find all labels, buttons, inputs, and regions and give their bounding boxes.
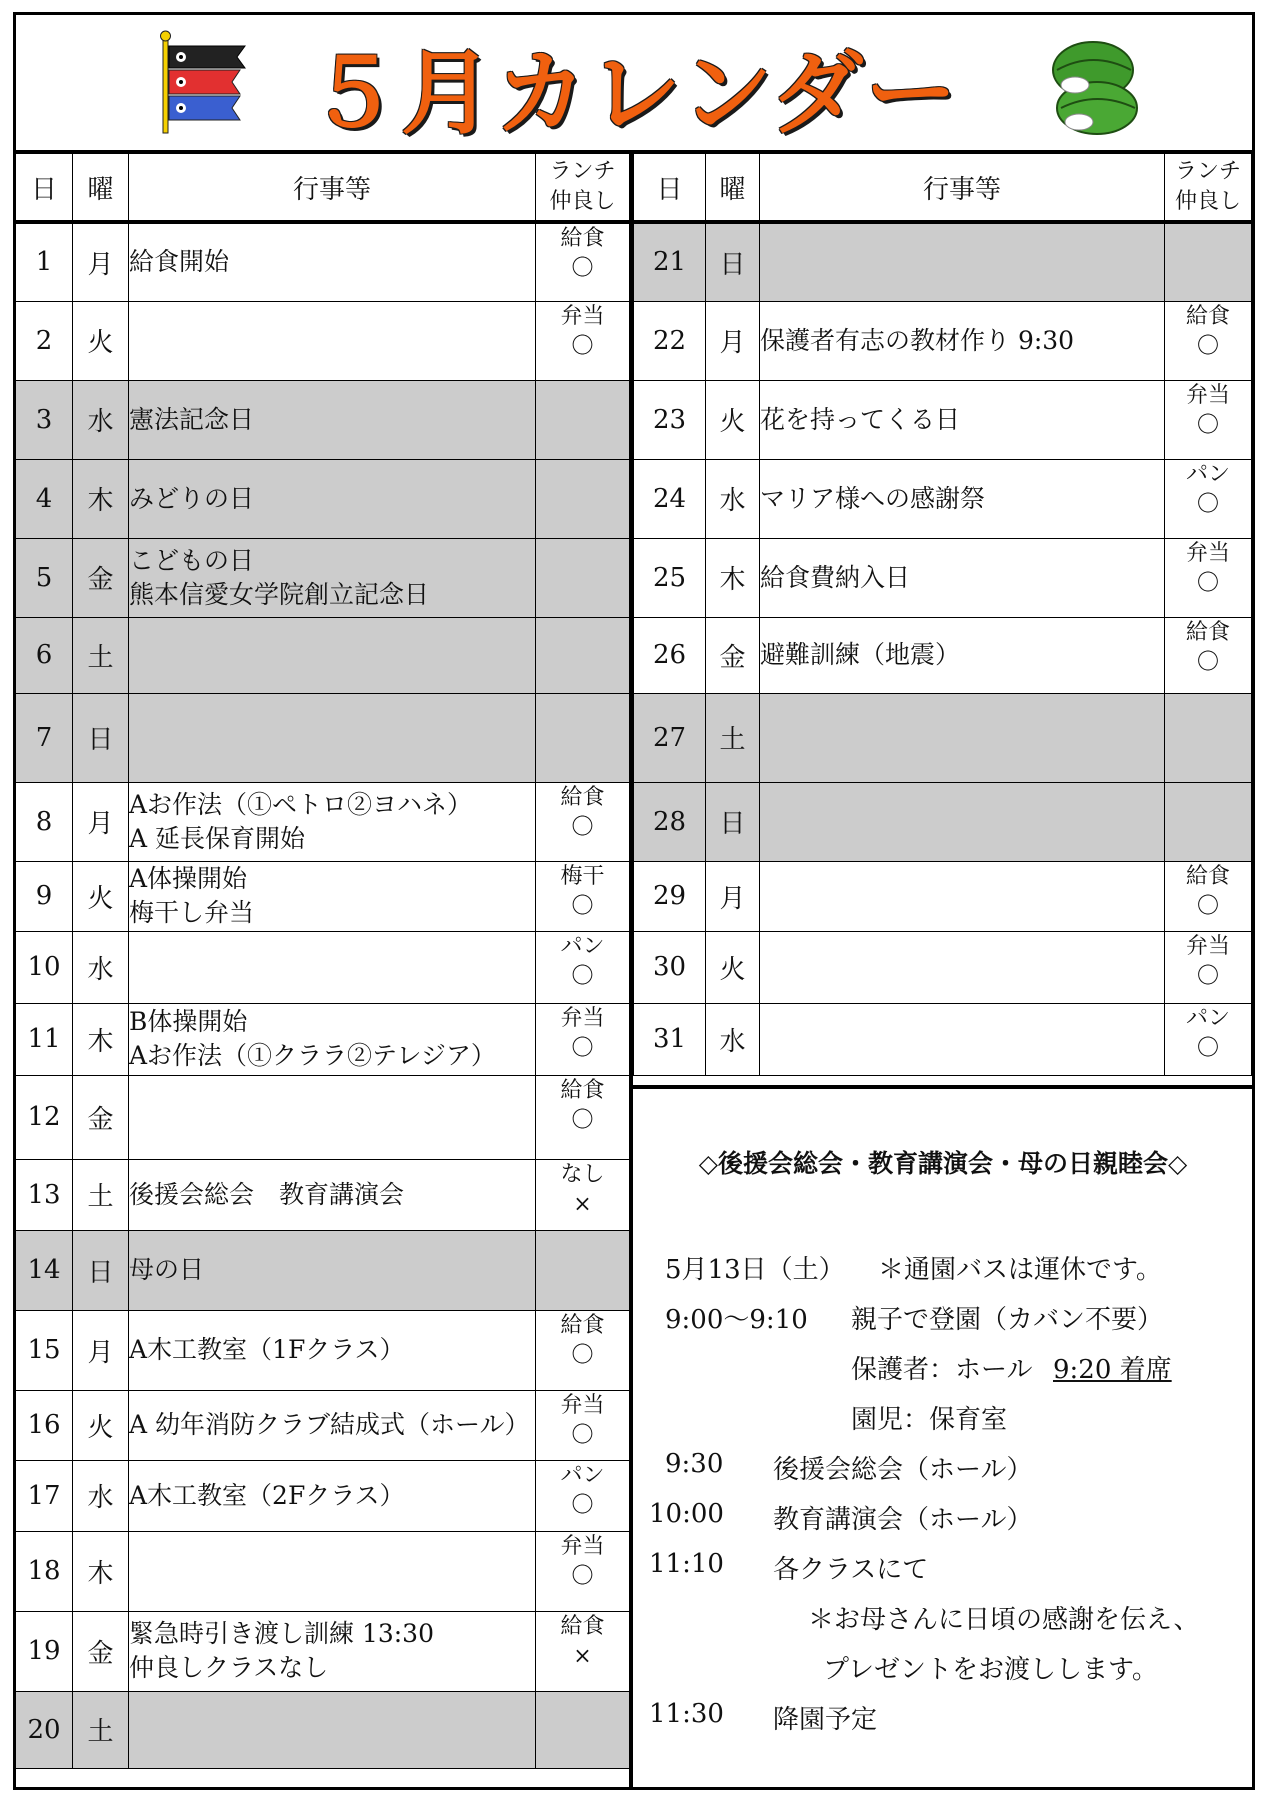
info-text-5: 降園予定 (773, 1705, 878, 1735)
events-cell (760, 931, 1165, 1003)
calendar-row (634, 782, 1252, 861)
events-cell (129, 1691, 536, 1768)
calendar-row (16, 301, 630, 380)
weekday-cell: 火 (706, 931, 760, 1003)
day-cell: 6 (16, 617, 73, 693)
weekday-cell: 火 (73, 1390, 129, 1460)
calendar-row (634, 931, 1252, 1003)
event-text: 母の日 (129, 1255, 205, 1284)
lunch-cell (1165, 380, 1252, 459)
day-cell: 31 (634, 1003, 706, 1075)
weekday-cell: 金 (706, 617, 760, 693)
events-cell (129, 693, 536, 782)
weekday-cell: 土 (706, 693, 760, 782)
lunch-mark: 〇 (571, 1342, 594, 1368)
lunch-cell (536, 380, 630, 459)
calendar-row (16, 1691, 630, 1768)
info-text-2: 後援会総会（ホール） (773, 1455, 1033, 1485)
lunch-type: 給食 (560, 226, 605, 251)
lunch-mark: 〇 (571, 1492, 594, 1518)
day-cell: 7 (16, 693, 73, 782)
weekday-cell: 日 (706, 222, 760, 301)
lunch-cell (1165, 693, 1252, 782)
lunch-type: 弁当 (560, 1005, 605, 1031)
event-text: 給食開始 (129, 247, 230, 277)
lunch-cell (1165, 931, 1252, 1003)
lunch-type: 給食 (1185, 863, 1230, 889)
calendar-row (16, 1390, 630, 1460)
day-cell: 26 (634, 617, 706, 693)
calendar-row (634, 538, 1252, 617)
event-text: 緊急時引き渡し訓練 13:30 (129, 1619, 434, 1648)
events-cell (129, 1611, 536, 1691)
lunch-type: 給食 (560, 1312, 605, 1338)
calendar-row (16, 459, 630, 538)
event-text: 避難訓練（地震） (760, 640, 961, 669)
events-cell (129, 1310, 536, 1390)
day-cell: 17 (16, 1460, 73, 1531)
events-cell (129, 617, 536, 693)
events-cell (129, 1531, 536, 1611)
event-text: みどりの日 (129, 483, 255, 513)
event-text: 熊本信愛女学院創立記念日 (129, 579, 430, 609)
info-guardian: 保護者：ホール (851, 1355, 1033, 1385)
lunch-mark: 〇 (571, 1107, 594, 1133)
header-events: 行事等 (129, 154, 536, 223)
calendar-row (634, 380, 1252, 459)
event-text: 給食費納入日 (760, 562, 911, 592)
event-text: A 延長保育開始 (129, 823, 306, 853)
lunch-cell (536, 1230, 630, 1310)
day-cell: 8 (16, 782, 73, 861)
weekday-cell: 日 (706, 782, 760, 861)
lunch-mark: 〇 (571, 1422, 594, 1448)
calendar-row (16, 538, 630, 617)
lunch-type: パン (560, 1462, 605, 1488)
lunch-cell (536, 459, 630, 538)
lunch-cell (536, 693, 630, 782)
lunch-cell (536, 1075, 630, 1159)
info-bus-note: ＊通園バスは運休です。 (878, 1255, 1162, 1285)
weekday-cell: 木 (73, 1003, 129, 1075)
info-note-1: ＊お母さんに日頃の感謝を伝え、 (808, 1605, 1200, 1635)
events-cell (760, 380, 1165, 459)
lunch-cell (536, 931, 630, 1003)
lunch-cell (536, 222, 630, 301)
lunch-type: パン (560, 933, 605, 959)
event-text: A木工教室（2Fクラス） (129, 1480, 405, 1510)
calendar-row (16, 1230, 630, 1310)
events-cell (129, 931, 536, 1003)
day-cell: 13 (16, 1159, 73, 1230)
lunch-cell (536, 861, 630, 931)
lunch-type: 弁当 (1185, 933, 1230, 959)
day-cell: 20 (16, 1691, 73, 1768)
event-text: A体操開始 (129, 864, 248, 893)
events-cell (129, 782, 536, 861)
weekday-cell: 水 (73, 380, 129, 459)
lunch-type: 給食 (560, 1613, 605, 1639)
lunch-type: パン (1185, 1005, 1230, 1031)
day-cell: 2 (16, 301, 73, 380)
event-text: Aお作法（①ペトロ②ヨハネ） (129, 789, 473, 819)
events-cell (129, 1159, 536, 1230)
event-text: A 幼年消防クラブ結成式（ホール） (129, 1410, 530, 1439)
calendar-row (634, 222, 1252, 301)
event-text: 保護者有志の教材作り 9:30 (760, 325, 1075, 355)
lunch-mark: 〇 (1196, 333, 1219, 359)
weekday-cell: 月 (73, 222, 129, 301)
day-cell: 5 (16, 538, 73, 617)
calendar-row (16, 1460, 630, 1531)
events-cell (760, 782, 1165, 861)
weekday-cell: 土 (73, 1159, 129, 1230)
events-cell (129, 538, 536, 617)
lunch-cell (536, 1159, 630, 1230)
lunch-type: 梅干 (560, 863, 605, 889)
lunch-type: 弁当 (560, 1533, 605, 1559)
event-text: こどもの日 (129, 545, 255, 575)
events-cell (129, 1075, 536, 1159)
weekday-cell: 月 (73, 782, 129, 861)
weekday-cell: 火 (73, 301, 129, 380)
day-cell: 24 (634, 459, 706, 538)
day-cell: 29 (634, 861, 706, 931)
day-cell: 23 (634, 380, 706, 459)
lunch-mark: 〇 (571, 1035, 594, 1061)
weekday-cell: 月 (706, 861, 760, 931)
events-cell (760, 861, 1165, 931)
lunch-cell (536, 1611, 630, 1691)
lunch-cell (1165, 861, 1252, 931)
weekday-cell: 水 (706, 1003, 760, 1075)
calendar-row (16, 1003, 630, 1075)
day-cell: 4 (16, 459, 73, 538)
events-cell (760, 693, 1165, 782)
lunch-cell (536, 538, 630, 617)
event-text: A木工教室（1Fクラス） (129, 1335, 405, 1364)
calendar-row (634, 617, 1252, 693)
weekday-cell: 火 (706, 380, 760, 459)
lunch-cell (536, 301, 630, 380)
event-text: 花を持ってくる日 (760, 404, 961, 434)
lunch-mark: 〇 (571, 1563, 594, 1589)
lunch-cell (536, 782, 630, 861)
lunch-mark: 〇 (1196, 412, 1219, 438)
day-cell: 25 (634, 538, 706, 617)
lunch-cell (1165, 1003, 1252, 1075)
weekday-cell: 水 (73, 1460, 129, 1531)
day-cell: 14 (16, 1230, 73, 1310)
info-time-2: 9:30 (665, 1449, 724, 1479)
info-guardian-time: 9:20 着席 (1053, 1355, 1172, 1385)
day-cell: 28 (634, 782, 706, 861)
header-lunch: ランチ 仲良し (1165, 154, 1252, 223)
lunch-mark: 〇 (1196, 570, 1219, 596)
calendar-row (634, 459, 1252, 538)
lunch-cell (536, 1460, 630, 1531)
events-cell (760, 617, 1165, 693)
event-text: Aお作法（①クララ②テレジア） (129, 1041, 496, 1070)
lunch-cell (536, 617, 630, 693)
day-cell: 16 (16, 1390, 73, 1460)
info-time-3: 10:00 (649, 1499, 724, 1529)
event-text: B体操開始 (129, 1007, 248, 1036)
page-title: ５月カレンダー (306, 40, 960, 147)
calendar-row (16, 782, 630, 861)
info-time-4: 11:10 (649, 1549, 724, 1579)
events-cell (129, 380, 536, 459)
calendar-table-right (633, 153, 1252, 1076)
weekday-cell: 日 (73, 693, 129, 782)
lunch-type: パン (1185, 461, 1230, 487)
lunch-mark: 〇 (571, 963, 594, 989)
events-cell (760, 459, 1165, 538)
weekday-cell: 金 (73, 1611, 129, 1691)
info-text-4: 各クラスにて (773, 1555, 929, 1585)
lunch-type: 給食 (1185, 619, 1230, 645)
events-cell (129, 1230, 536, 1310)
day-cell: 19 (16, 1611, 73, 1691)
events-cell (129, 1003, 536, 1075)
lunch-cell (536, 1390, 630, 1460)
calendar-row (634, 693, 1252, 782)
lunch-mark: 〇 (1196, 963, 1219, 989)
events-cell (760, 538, 1165, 617)
events-cell (760, 1003, 1165, 1075)
weekday-cell: 水 (73, 931, 129, 1003)
weekday-cell: 火 (73, 861, 129, 931)
day-cell: 1 (16, 222, 73, 301)
events-cell (129, 459, 536, 538)
lunch-mark: 〇 (1196, 1035, 1219, 1061)
day-cell: 11 (16, 1003, 73, 1075)
lunch-cell (536, 1310, 630, 1390)
events-cell (129, 861, 536, 931)
calendar-row (634, 301, 1252, 380)
weekday-cell: 日 (73, 1230, 129, 1310)
calendar-row (16, 1611, 630, 1691)
day-cell: 18 (16, 1531, 73, 1611)
event-text: 梅干し弁当 (129, 898, 255, 927)
calendar-row (16, 222, 630, 301)
weekday-cell: 木 (706, 538, 760, 617)
day-cell: 27 (634, 693, 706, 782)
events-cell (129, 1390, 536, 1460)
lunch-cell (1165, 538, 1252, 617)
calendar-row (16, 693, 630, 782)
lunch-type: 弁当 (1185, 382, 1230, 408)
lunch-type: 給食 (560, 784, 605, 810)
lunch-mark: 〇 (1196, 491, 1219, 517)
calendar-row (16, 1159, 630, 1230)
lunch-mark: 〇 (571, 814, 594, 840)
lunch-mark: 〇 (1196, 649, 1219, 675)
lunch-cell (1165, 782, 1252, 861)
day-cell: 15 (16, 1310, 73, 1390)
calendar-table-left (15, 153, 630, 1769)
header-weekday: 曜 (706, 154, 760, 223)
lunch-mark: 〇 (1196, 893, 1219, 919)
lunch-type: 弁当 (560, 303, 605, 329)
lunch-cell (1165, 459, 1252, 538)
lunch-mark: 〇 (571, 333, 594, 359)
events-cell (129, 301, 536, 380)
weekday-cell: 金 (73, 538, 129, 617)
header-weekday: 曜 (73, 154, 129, 223)
weekday-cell: 金 (73, 1075, 129, 1159)
info-note-2: プレゼントをお渡しします。 (823, 1655, 1158, 1685)
day-cell: 12 (16, 1075, 73, 1159)
calendar-row (16, 380, 630, 459)
info-title: ◇後援会総会・教育講演会・母の日親睦会◇ (698, 1149, 1188, 1178)
info-text-1: 親子で登園（カバン不要） (851, 1305, 1164, 1335)
info-date: 5月13日（土） (665, 1255, 845, 1285)
lunch-mark: × (573, 1191, 592, 1217)
lunch-type: 弁当 (560, 1392, 605, 1418)
info-time-5: 11:30 (649, 1699, 724, 1729)
lunch-type: 給食 (560, 1077, 605, 1103)
lunch-type: 給食 (1185, 303, 1230, 329)
events-cell (760, 222, 1165, 301)
info-children: 園児：保育室 (851, 1405, 1008, 1435)
day-cell: 30 (634, 931, 706, 1003)
lunch-cell (536, 1531, 630, 1611)
calendar-row (634, 861, 1252, 931)
lunch-cell (1165, 301, 1252, 380)
kashiwa-mochi-icon (1035, 30, 1145, 140)
day-cell: 3 (16, 380, 73, 459)
calendar-row (16, 931, 630, 1003)
event-text: 後援会総会 教育講演会 (129, 1179, 405, 1209)
calendar-row (634, 1003, 1252, 1075)
lunch-type: 弁当 (1185, 540, 1230, 566)
event-text: 憲法記念日 (129, 404, 255, 434)
calendar-row (16, 1075, 630, 1159)
event-text: 仲良しクラスなし (129, 1653, 329, 1682)
events-cell (760, 301, 1165, 380)
header-day: 日 (634, 154, 706, 223)
events-cell (129, 222, 536, 301)
weekday-cell: 木 (73, 459, 129, 538)
weekday-cell: 月 (706, 301, 760, 380)
header-events: 行事等 (760, 154, 1165, 223)
day-cell: 22 (634, 301, 706, 380)
lunch-cell (1165, 222, 1252, 301)
header-lunch: ランチ 仲良し (536, 154, 630, 223)
day-cell: 21 (634, 222, 706, 301)
lunch-mark: 〇 (571, 256, 594, 281)
weekday-cell: 月 (73, 1310, 129, 1390)
calendar-row (16, 861, 630, 931)
lunch-cell (1165, 617, 1252, 693)
event-info-box (633, 1085, 1253, 1787)
day-cell: 9 (16, 861, 73, 931)
header-day: 日 (16, 154, 73, 223)
weekday-cell: 木 (73, 1531, 129, 1611)
info-time-1: 9:00～9:10 (665, 1305, 808, 1335)
calendar-row (16, 1531, 630, 1611)
weekday-cell: 水 (706, 459, 760, 538)
lunch-mark: 〇 (571, 893, 594, 919)
lunch-cell (536, 1691, 630, 1768)
lunch-mark: × (573, 1643, 592, 1669)
calendar-row (16, 1310, 630, 1390)
info-text-3: 教育講演会（ホール） (773, 1505, 1033, 1535)
lunch-type: なし (560, 1161, 605, 1187)
weekday-cell: 土 (73, 1691, 129, 1768)
event-text: マリア様への感謝祭 (760, 483, 986, 513)
weekday-cell: 土 (73, 617, 129, 693)
calendar-row (16, 617, 630, 693)
lunch-cell (536, 1003, 630, 1075)
day-cell: 10 (16, 931, 73, 1003)
events-cell (129, 1460, 536, 1531)
